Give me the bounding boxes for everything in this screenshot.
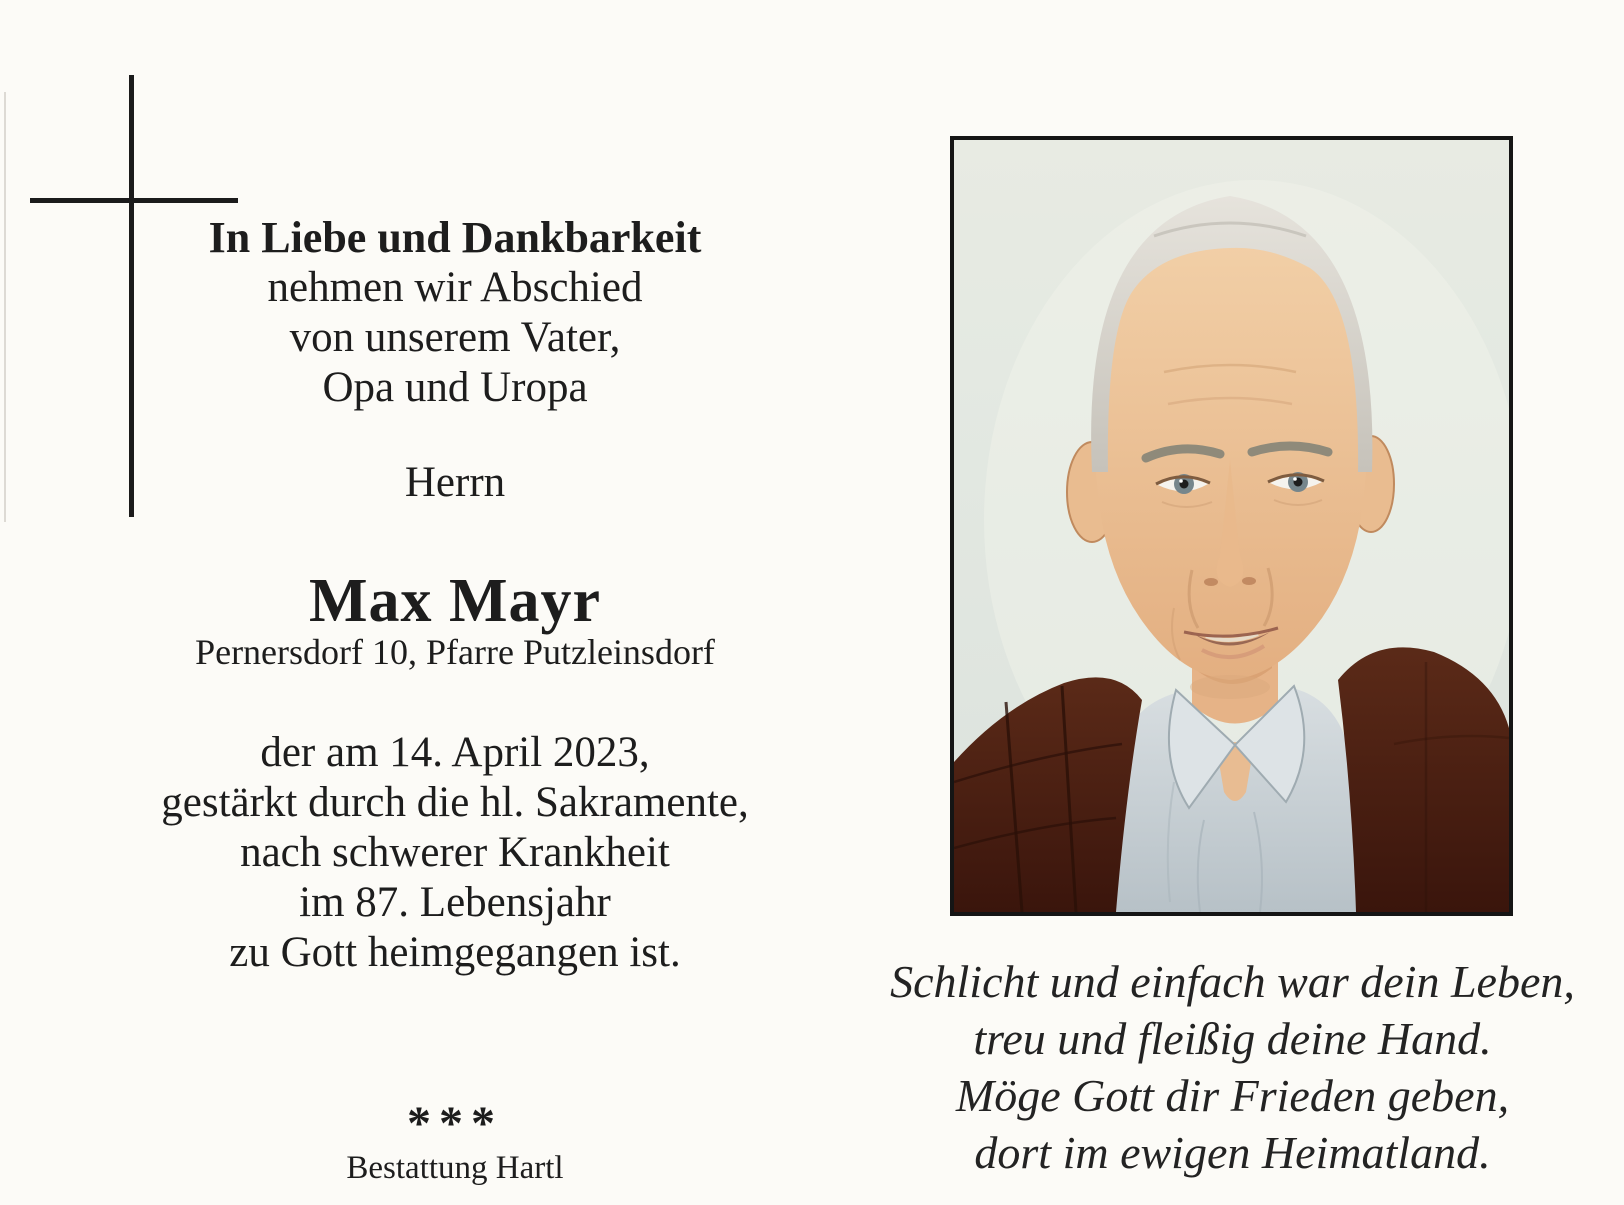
intro-block [60, 213, 850, 413]
intro-title: In Liebe und Dankbarkeit [208, 213, 702, 262]
portrait-photo [950, 136, 1513, 916]
verse-line: Schlicht und einfach war dein Leben, [890, 956, 1575, 1007]
scan-edge-artifact [4, 92, 6, 522]
deceased-address: Pernersdorf 10, Pfarre Putzleinsdorf [195, 632, 715, 672]
verse-line: dort im ewigen Heimatland. [974, 1127, 1491, 1178]
obituary-line: der am 14. April 2023, [260, 729, 650, 776]
cross-horizontal-bar [30, 198, 238, 203]
intro-line: von unserem Vater, [289, 314, 621, 361]
intro-line: Opa und Uropa [322, 364, 588, 411]
obituary-line: im 87. Lebensjahr [299, 879, 611, 926]
asterisk-separator: *** [407, 1097, 503, 1150]
intro-line: nehmen wir Abschied [267, 264, 643, 311]
portrait-illustration [954, 140, 1509, 912]
obituary-line: gestärkt durch die hl. Sakramente, [161, 779, 749, 826]
verse-line: Möge Gott dir Frieden geben, [955, 1070, 1510, 1121]
obituary-block [60, 728, 850, 978]
obituary-line: nach schwerer Krankheit [240, 829, 670, 876]
memorial-verse [855, 953, 1610, 1181]
deceased-name: Max Mayr [308, 567, 602, 635]
salutation: Herrn [404, 459, 506, 506]
obituary-line: zu Gott heimgegangen ist. [229, 929, 681, 976]
funeral-home: Bestattung Hartl [346, 1150, 564, 1186]
verse-line: treu und fleißig deine Hand. [973, 1013, 1492, 1064]
